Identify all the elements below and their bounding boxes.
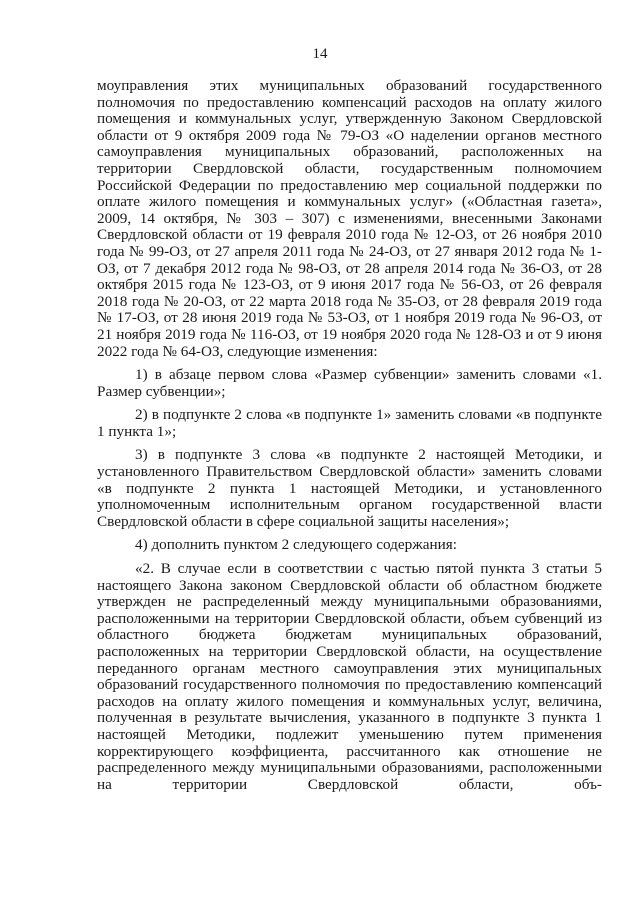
paragraph-intro: моуправления этих муниципальных образований государственного полномочия по предоставлению компенсаций расходов на оплату жилого помещения и коммунальных услуг, утвержденную Законом Свердловской области от 9 октября 2009 года № 79-ОЗ «О наделении органов местного самоуправления муниципальных образований, расположенных на территории Свердловской области, государственным полномочием Российской Федерации по предоставлению мер социальной поддержки по оплате жилого помещения и коммунальных услуг» («Областная газета», 2009, 14 октября, № 303 – 307) с изменениями, внесенными Законами Свердловской области от 19 февраля 2010 года № 12-ОЗ, от 26 ноября 2010 года № 99-ОЗ, от 27 апреля 2011 года № 24-ОЗ, от 27 января 2012 года № 1-ОЗ, от 7 декабря 2012 года № 98-ОЗ, от 28 апреля 2014 года № 36-ОЗ, от 28 октября 2015 года № 123-ОЗ, от 9 июня 2017 года № 56-ОЗ, от 26 февраля 2018 года № 20-ОЗ, от 22 марта 2018 года № 35-ОЗ, от 28 февраля 2019 года № 17-ОЗ, от 28 июня 2019 года № 53-ОЗ, от 1 ноября 2019 года № 96-ОЗ, от 21 ноября 2019 года № 116-ОЗ, от 19 ноября 2020 года № 128-ОЗ и от 9 июня 2022 года № 64-ОЗ, следующие изменения: — [97, 77, 602, 360]
page-number: 14 — [312, 46, 328, 62]
paragraph-item-4: 4) дополнить пунктом 2 следующего содержания: — [135, 536, 457, 554]
paragraph-item-3: 3) в подпункте 3 слова «в подпункте 2 настоящей Методики, и установленного Правительством Свердловской области» заменить словами «в подпункте 2 пункта 1 настоящей Методики, и установленного уполномоченным исполнительным органом государственной власти Свердловской области в сфере социальной защиты населения»; — [97, 446, 602, 530]
paragraph-new-point-2: «2. В случае если в соответствии с частью пятой пункта 3 статьи 5 настоящего Закона законом Свердловской области об областном бюджете утвержден не распределенный между муниципальными образованиями, расположенными на территории Свердловской области, объем субвенций из областного бюджета бюджетам муниципальных образований, расположенных на территории Свердловской области, на осуществление переданного органам местного самоуправления этих муниципальных образований государственного полномочия по предоставлению компенсаций расходов на оплату жилого помещения и коммунальных услуг, величина, полученная в результате вычисления, указанного в подпункте 3 пункта 1 настоящей Методики, подлежит уменьшению путем применения корректирующего коэффициента, рассчитанного как отношение не распределенного между муниципальными образованиями, расположенными на территории Свердловской области, объ- — [97, 560, 602, 793]
paragraph-item-2: 2) в подпункте 2 слова «в подпункте 1» заменить словами «в подпункте 1 пункта 1»; — [97, 406, 602, 440]
document-body — [97, 78, 602, 793]
paragraph-item-1: 1) в абзаце первом слова «Размер субвенции» заменить словами «1. Размер субвенции»; — [97, 366, 602, 400]
